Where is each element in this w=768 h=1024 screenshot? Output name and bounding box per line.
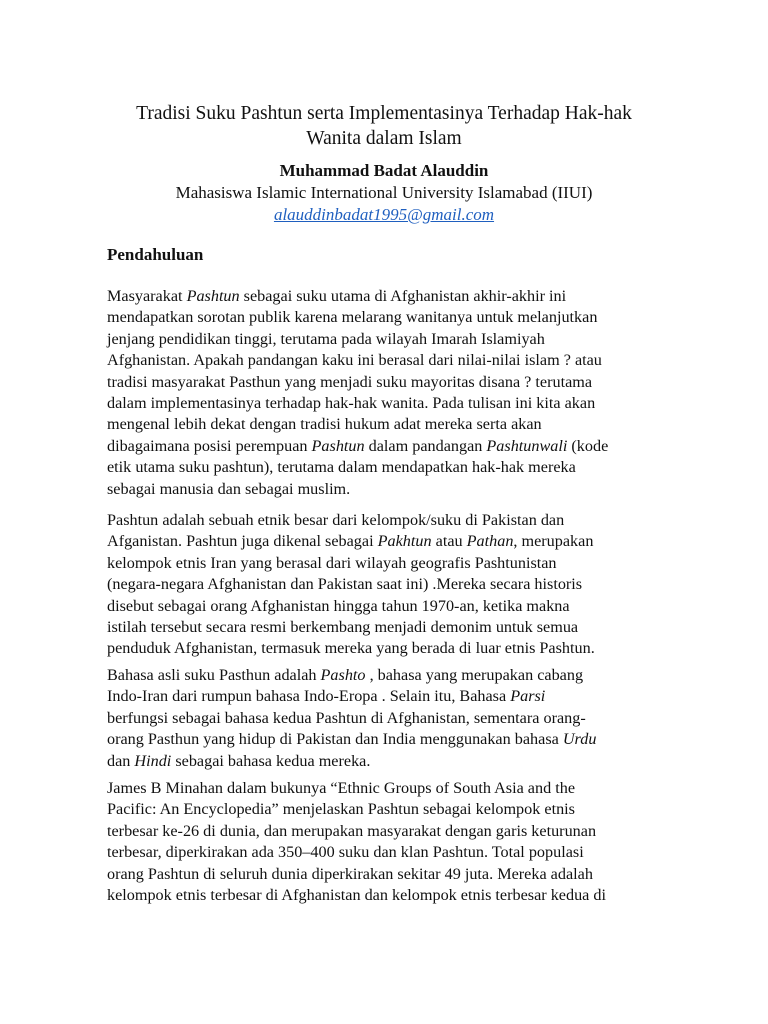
text-run: tradisi masyarakat Pasthun yang menjadi suku mayoritas disana ? terutama (107, 372, 593, 391)
paragraph-line (107, 864, 667, 885)
italic-term: Parsi (510, 687, 546, 706)
text-run: jenjang pendidikan tinggi, terutama pada wilayah Imarah Islamiyah (107, 329, 545, 348)
paragraph-line (107, 885, 667, 906)
text-run: Afghanistan. Apakah pandangan kaku ini berasal dari nilai-nilai islam ? atau (107, 351, 602, 370)
text-run: dibagaimana posisi perempuan (107, 436, 312, 455)
italic-term: Urdu (562, 730, 597, 749)
section-heading: Pendahuluan (107, 245, 204, 264)
paragraph-line (107, 372, 667, 393)
title-line-1: Tradisi Suku Pashtun serta Implementasinya Terhadap Hak-hak (136, 103, 632, 124)
italic-term: Pashto (320, 666, 366, 684)
paragraph-line (107, 531, 667, 552)
paragraph-line (107, 436, 667, 457)
text-run: , merupakan (513, 532, 594, 551)
paragraph-2 (107, 510, 667, 660)
paragraph-line (107, 686, 667, 707)
paragraph-line (107, 510, 667, 531)
text-run: Pashtun adalah sebuah etnik besar dari kelompok/suku di Pakistan dan (107, 511, 565, 529)
paragraph-line (107, 553, 667, 574)
paragraph-line (107, 638, 667, 659)
paragraph-line (107, 350, 667, 371)
text-run: berfungsi sebagai bahasa kedua Pashtun di Afghanistan, sementara orang- (107, 708, 586, 727)
italic-term: Pashtun (186, 287, 240, 305)
paragraph-1 (107, 286, 667, 500)
text-run: , bahasa yang merupakan cabang (365, 666, 584, 684)
text-run: disebut sebagai orang Afghanistan hingga tahun 1970-an, ketika makna (107, 596, 570, 615)
italic-term: Pathan (466, 532, 514, 551)
text-run: kelompok etnis Iran yang berasal dari wilayah geografis Pashtunistan (107, 553, 557, 572)
text-run: mengenal lebih dekat dengan tradisi hukum adat mereka serta akan (107, 415, 542, 434)
paragraph-line (107, 751, 667, 772)
text-run: dalam implementasinya terhadap hak-hak wanita. Pada tulisan ini kita akan (107, 394, 596, 413)
author-name: Muhammad Badat Alauddin (279, 161, 489, 180)
text-run: (kode (567, 436, 609, 455)
text-run: sebagai suku utama di Afghanistan akhir-akhir ini (239, 287, 567, 305)
text-run: Bahasa asli suku Pasthun adalah (107, 666, 321, 684)
text-run: istilah tersebut secara resmi berkembang menjadi demonim untuk semua (107, 618, 579, 637)
paragraph-line (107, 708, 667, 729)
paragraph-line (107, 729, 667, 750)
paragraph-line (107, 457, 667, 478)
paragraph-line (107, 329, 667, 350)
author-affiliation: Mahasiswa Islamic International University Islamabad (IIUI) (175, 183, 593, 202)
text-run: mendapatkan sorotan publik karena melarang wanitanya untuk melanjutkan (107, 308, 598, 327)
paragraph-line (107, 307, 667, 328)
text-run: sebagai manusia dan sebagai muslim. (107, 479, 351, 498)
text-run: terbesar ke-26 di dunia, dan merupakan masyarakat dengan garis keturunan (107, 821, 597, 840)
document-title (80, 101, 688, 151)
text-run: Masyarakat (107, 287, 187, 305)
italic-term: Pashtunwali (486, 436, 568, 455)
paragraph-line (107, 479, 667, 500)
paragraph-line (107, 574, 667, 595)
italic-term: Pakhtun (377, 532, 432, 551)
text-run: Afganistan. Pashtun juga dikenal sebagai (107, 532, 378, 551)
author-email-link[interactable]: alauddinbadat1995@gmail.com (273, 205, 495, 224)
text-run: James B Minahan dalam bukunya “Ethnic Groups of South Asia and the (107, 779, 576, 797)
paragraph-line (107, 778, 667, 799)
text-run: dalam pandangan (364, 436, 487, 455)
paragraph-line (107, 414, 667, 435)
text-run: Pacific: An Encyclopedia” menjelaskan Pashtun sebagai kelompok etnis (107, 800, 575, 819)
text-run: penduduk Afghanistan, termasuk mereka yang berada di luar etnis Pashtun. (107, 639, 595, 658)
italic-term: Hindi (134, 751, 172, 770)
paragraph-line (107, 596, 667, 617)
text-run: (negara-negara Afghanistan dan Pakistan saat ini) .Mereka secara historis (107, 575, 583, 594)
paragraph-line (107, 286, 667, 307)
text-run: terbesar, diperkirakan ada 350–400 suku dan klan Pashtun. Total populasi (107, 843, 584, 862)
text-run: etik utama suku pashtun), terutama dalam mendapatkan hak-hak mereka (107, 458, 576, 477)
text-run: Indo-Iran dari rumpun bahasa Indo-Eropa . Selain itu, Bahasa (107, 687, 511, 706)
paragraph-line (107, 617, 667, 638)
text-run: dan (107, 751, 135, 770)
text-run: orang Pasthun yang hidup di Pakistan dan India menggunakan bahasa (107, 730, 563, 749)
paragraph-line (107, 842, 667, 863)
italic-term: Pashtun (311, 436, 365, 455)
text-run: kelompok etnis terbesar di Afghanistan dan kelompok etnis terbesar kedua di (107, 886, 606, 905)
text-run: sebagai bahasa kedua mereka. (171, 751, 371, 770)
paragraph-4 (107, 778, 667, 906)
paragraph-3 (107, 665, 667, 772)
text-run: atau (431, 532, 467, 551)
email-row (80, 204, 688, 226)
paragraph-line (107, 665, 667, 686)
title-line-2: Wanita dalam Islam (306, 128, 462, 149)
paragraph-line (107, 821, 667, 842)
text-run: orang Pashtun di seluruh dunia diperkirakan sekitar 49 juta. Mereka adalah (107, 864, 593, 883)
paragraph-line (107, 799, 667, 820)
paragraph-line (107, 393, 667, 414)
